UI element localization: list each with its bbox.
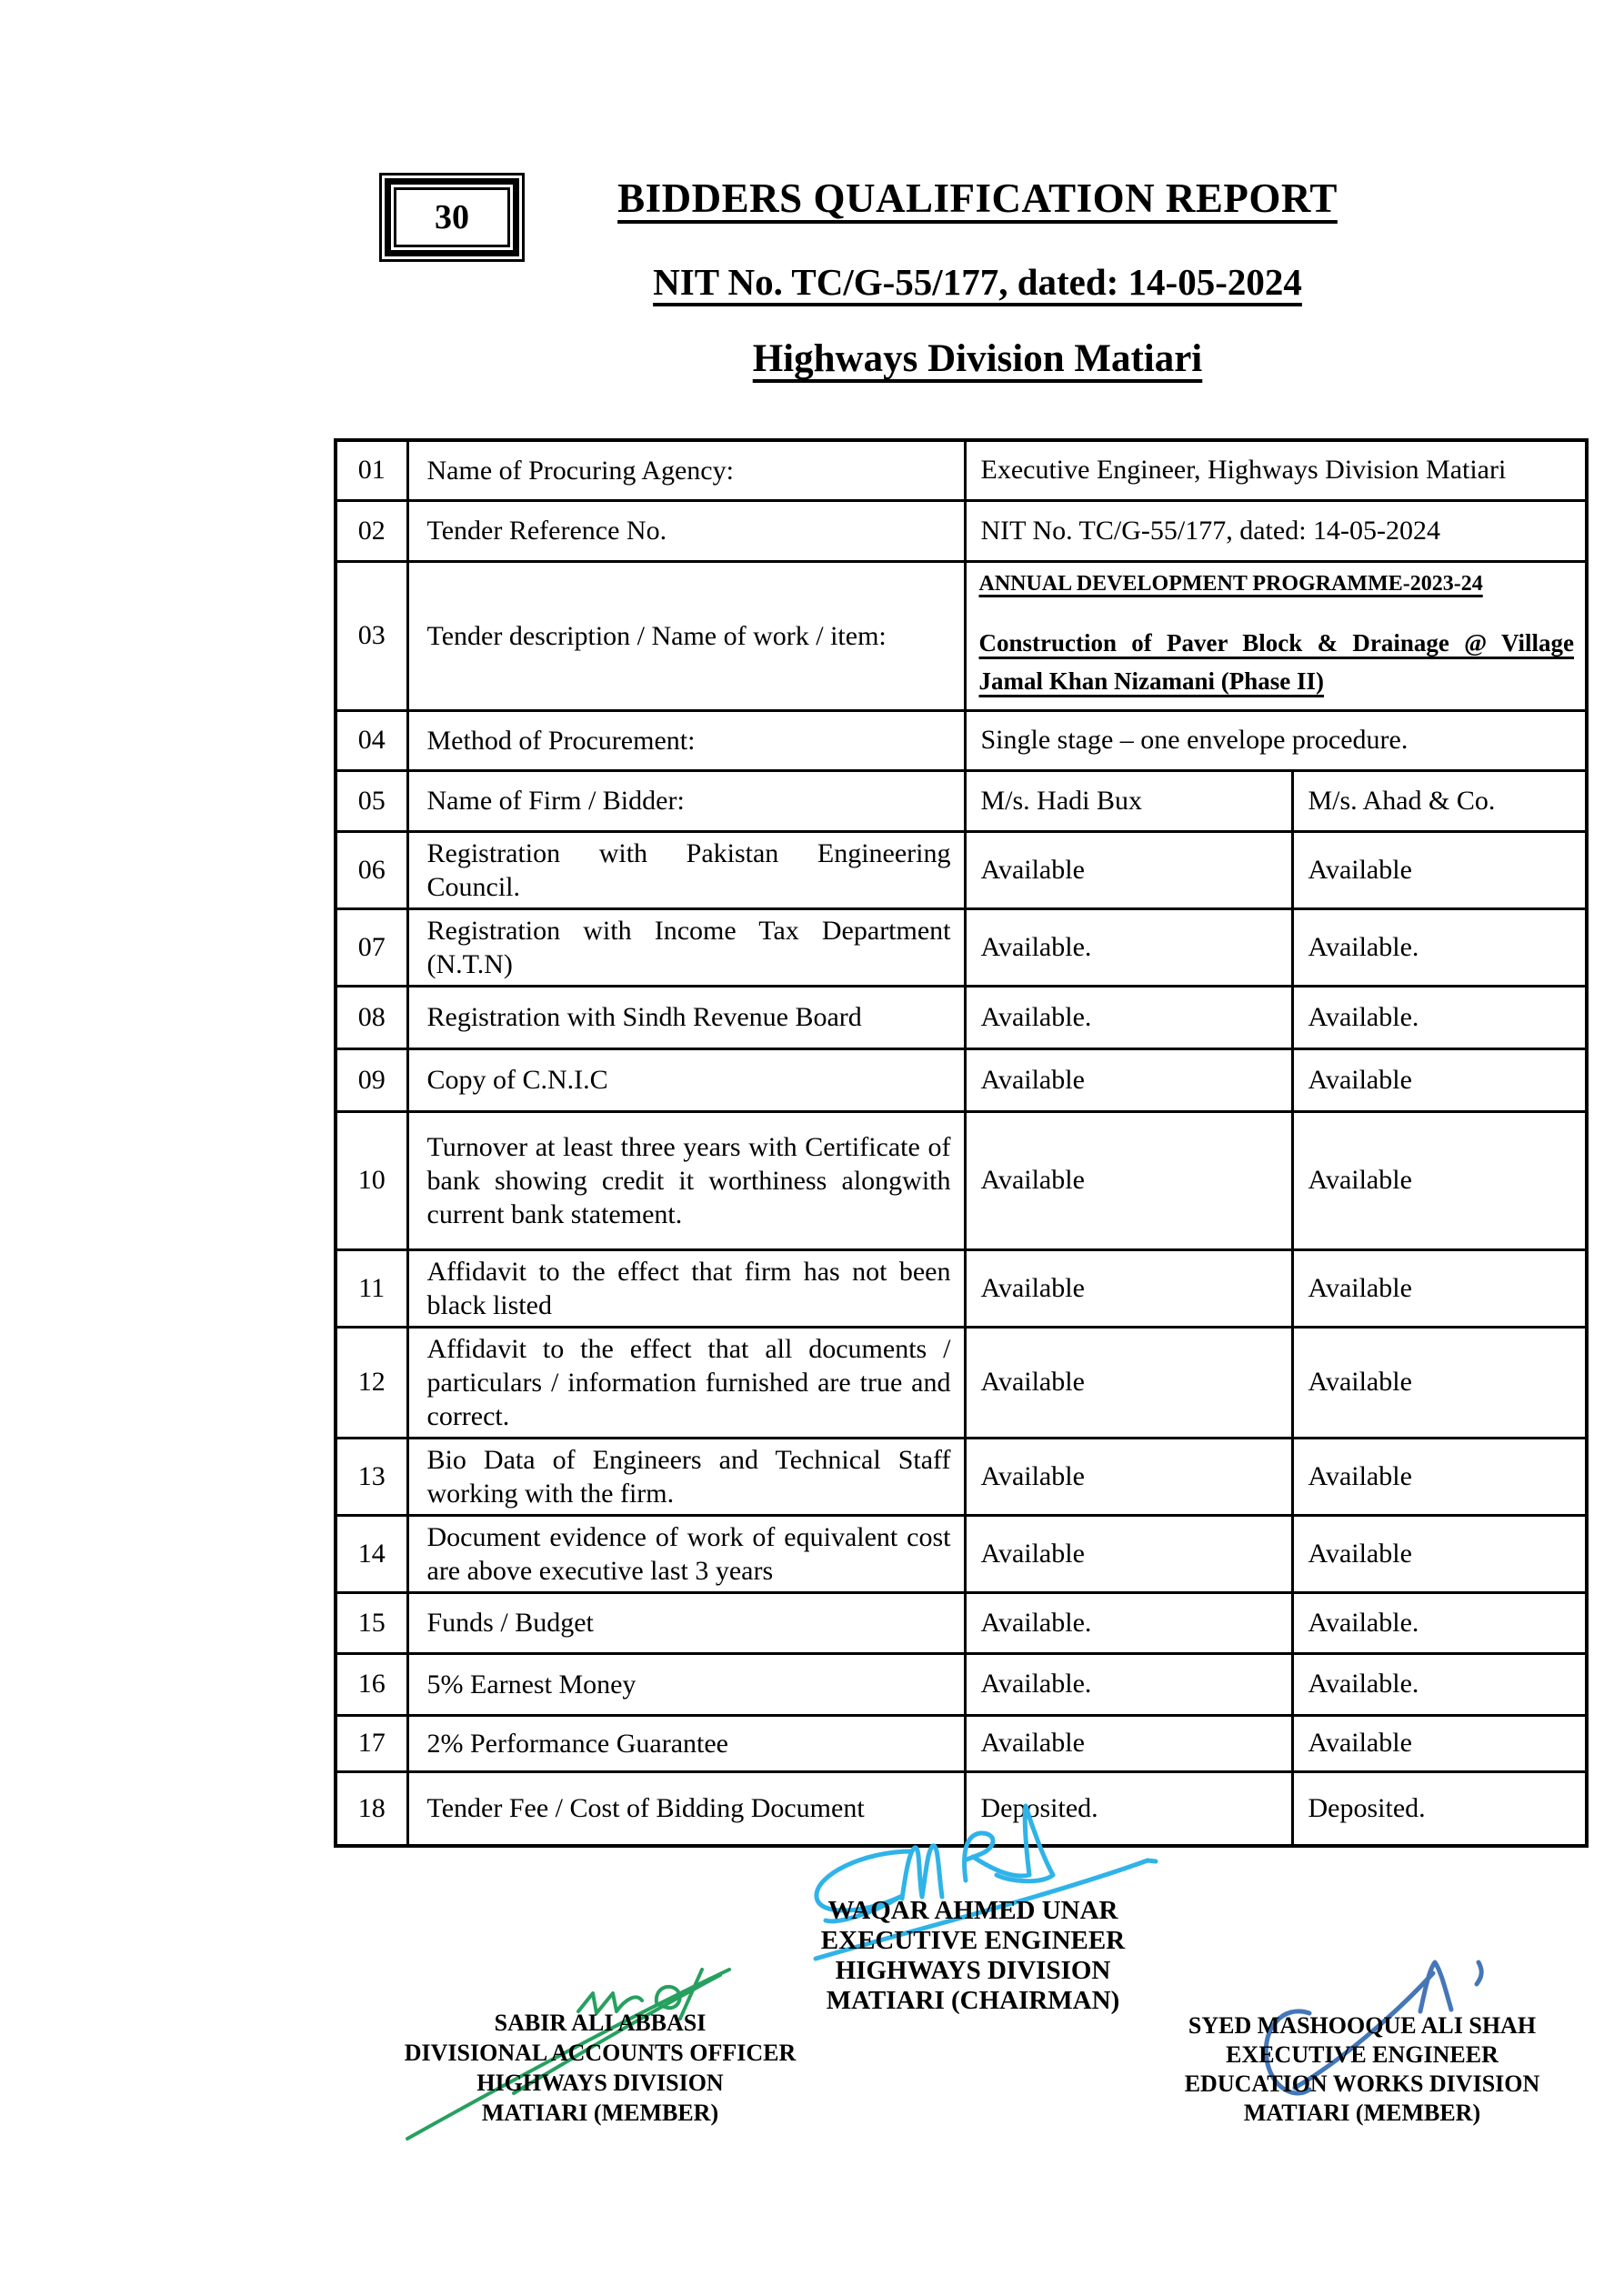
signatory-role: MATIARI (MEMBER): [1243, 2100, 1481, 2126]
row-label-cell: Registration with Income Tax Department (N.T.N): [407, 908, 965, 986]
row-label-cell: Registration with Pakistan Engineering Council.: [407, 831, 965, 908]
signatory-division: HIGHWAYS DIVISION: [476, 2070, 724, 2096]
row-label-cell: 5% Earnest Money: [407, 1653, 965, 1715]
bidder2-value-cell: Available: [1292, 1327, 1587, 1438]
table-row: [336, 1111, 1587, 1249]
row-label-cell: Turnover at least three years with Certificate of bank showing credit it worthiness alongwith current bank statement.: [407, 1111, 965, 1249]
bidder1-value-cell: Available: [965, 1111, 1292, 1249]
table-row: [336, 1438, 1587, 1515]
signature-left-member: [382, 2008, 818, 2128]
table-row: [336, 710, 1587, 770]
table-row: [336, 1515, 1587, 1592]
bidder1-value-cell: Available: [965, 1327, 1292, 1438]
table-row: [336, 440, 1587, 500]
nit-reference: NIT No. TC/G-55/177, dated: 14-05-2024: [653, 261, 1302, 303]
row-value-cell: Single stage – one envelope procedure.: [965, 710, 1587, 770]
signatory-name: SABIR ALI ABBASI: [494, 2010, 707, 2036]
row-label-cell: Registration with Sindh Revenue Board: [407, 986, 965, 1048]
row-number-cell: 12: [336, 1327, 407, 1438]
bidder2-value-cell: Available: [1292, 1249, 1587, 1327]
qualification-table: [334, 438, 1589, 1848]
bidder2-value-cell: Available.: [1292, 908, 1587, 986]
signatory-title: DIVISIONAL ACCOUNTS OFFICER: [404, 2040, 797, 2066]
bidder1-value-cell: Available: [965, 1715, 1292, 1771]
division-heading: Highways Division Matiari: [752, 337, 1203, 380]
row-number-cell: 07: [336, 908, 407, 986]
bidder2-value-cell: Available.: [1292, 986, 1587, 1048]
bidder2-value-cell: Deposited.: [1292, 1771, 1587, 1846]
bidder1-value-cell: Available: [965, 1249, 1292, 1327]
row-number-cell: 01: [336, 440, 407, 500]
row-number-cell: 11: [336, 1249, 407, 1327]
signature-chairman: [791, 1896, 1155, 2016]
row-number-cell: 16: [336, 1653, 407, 1715]
table-row: [336, 561, 1587, 710]
signatory-title: EXECUTIVE ENGINEER: [820, 1926, 1126, 1955]
bidder1-value-cell: M/s. Hadi Bux: [965, 770, 1292, 831]
bidder1-value-cell: Available: [965, 1438, 1292, 1515]
row-number-cell: 03: [336, 561, 407, 710]
row-label-cell: Affidavit to the effect that all documents / particulars / information furnished are true and correct.: [407, 1327, 965, 1438]
table-row: [336, 500, 1587, 561]
bidder2-value-cell: Available.: [1292, 1592, 1587, 1653]
row-number-cell: 08: [336, 986, 407, 1048]
bidder2-value-cell: Available: [1292, 831, 1587, 908]
row-value-cell: [965, 561, 1587, 710]
table-row: [336, 908, 1587, 986]
row-label-cell: Name of Firm / Bidder:: [407, 770, 965, 831]
signatory-division: EDUCATION WORKS DIVISION: [1184, 2070, 1540, 2097]
row-label-cell: Tender Reference No.: [407, 500, 965, 561]
row-label-cell: Affidavit to the effect that firm has not been black listed: [407, 1249, 965, 1327]
bidder1-value-cell: Available.: [965, 1653, 1292, 1715]
table-row: [336, 1592, 1587, 1653]
page-number: 30: [394, 187, 510, 247]
programme-heading: ANNUAL DEVELOPMENT PROGRAMME-2023-24: [978, 571, 1483, 596]
bidder1-value-cell: Deposited.: [965, 1771, 1292, 1846]
bidder1-value-cell: Available.: [965, 908, 1292, 986]
bidder2-value-cell: Available: [1292, 1515, 1587, 1592]
table-row: [336, 1653, 1587, 1715]
table-row: [336, 1327, 1587, 1438]
bidder2-value-cell: Available: [1292, 1438, 1587, 1515]
signatory-role: MATIARI (MEMBER): [481, 2100, 719, 2126]
row-value-cell: NIT No. TC/G-55/177, dated: 14-05-2024: [965, 500, 1587, 561]
bidder1-value-cell: Available: [965, 1515, 1292, 1592]
signatory-name: WAQAR AHMED UNAR: [827, 1896, 1118, 1925]
row-label-cell: Bio Data of Engineers and Technical Staff working with the firm.: [407, 1438, 965, 1515]
row-label-cell: Document evidence of work of equivalent cost are above executive last 3 years: [407, 1515, 965, 1592]
bidder2-value-cell: Available: [1292, 1111, 1587, 1249]
signatory-name: SYED MASHOOQUE ALI SHAH: [1188, 2012, 1537, 2039]
bidder2-value-cell: Available: [1292, 1715, 1587, 1771]
row-value-cell: Executive Engineer, Highways Division Matiari: [965, 440, 1587, 500]
bidder2-value-cell: Available.: [1292, 1653, 1587, 1715]
bidder1-value-cell: Available.: [965, 1592, 1292, 1653]
table-row: [336, 986, 1587, 1048]
row-number-cell: 18: [336, 1771, 407, 1846]
work-name: Construction of Paver Block & Drainage @ Village Jamal Khan Nizamani (Phase II): [978, 628, 1575, 695]
table-row: [336, 770, 1587, 831]
row-label-cell: Tender description / Name of work / item:: [407, 561, 965, 710]
row-number-cell: 09: [336, 1048, 407, 1111]
row-number-cell: 04: [336, 710, 407, 770]
signatory-division: HIGHWAYS DIVISION: [835, 1956, 1111, 1985]
table-row: [336, 1715, 1587, 1771]
row-number-cell: 06: [336, 831, 407, 908]
bidder2-value-cell: Available: [1292, 1048, 1587, 1111]
bidder1-value-cell: Available.: [965, 986, 1292, 1048]
signature-right-member: [1144, 2011, 1580, 2128]
row-label-cell: Name of Procuring Agency:: [407, 440, 965, 500]
table-row: [336, 831, 1587, 908]
row-number-cell: 14: [336, 1515, 407, 1592]
row-label-cell: Funds / Budget: [407, 1592, 965, 1653]
row-number-cell: 17: [336, 1715, 407, 1771]
row-label-cell: 2% Performance Guarantee: [407, 1715, 965, 1771]
table-row: [336, 1048, 1587, 1111]
row-label-cell: Tender Fee / Cost of Bidding Document: [407, 1771, 965, 1846]
report-title: BIDDERS QUALIFICATION REPORT: [617, 175, 1338, 221]
signatory-title: EXECUTIVE ENGINEER: [1226, 2041, 1499, 2068]
row-label-cell: Copy of C.N.I.C: [407, 1048, 965, 1111]
row-number-cell: 10: [336, 1111, 407, 1249]
row-number-cell: 02: [336, 500, 407, 561]
row-label-cell: Method of Procurement:: [407, 710, 965, 770]
table-row: [336, 1771, 1587, 1846]
row-number-cell: 15: [336, 1592, 407, 1653]
table-row: [336, 1249, 1587, 1327]
row-number-cell: 13: [336, 1438, 407, 1515]
bidder1-value-cell: Available: [965, 1048, 1292, 1111]
bidder1-value-cell: Available: [965, 831, 1292, 908]
bidder2-value-cell: M/s. Ahad & Co.: [1292, 770, 1587, 831]
signatory-role: MATIARI (CHAIRMAN): [826, 1986, 1120, 2015]
row-number-cell: 05: [336, 770, 407, 831]
